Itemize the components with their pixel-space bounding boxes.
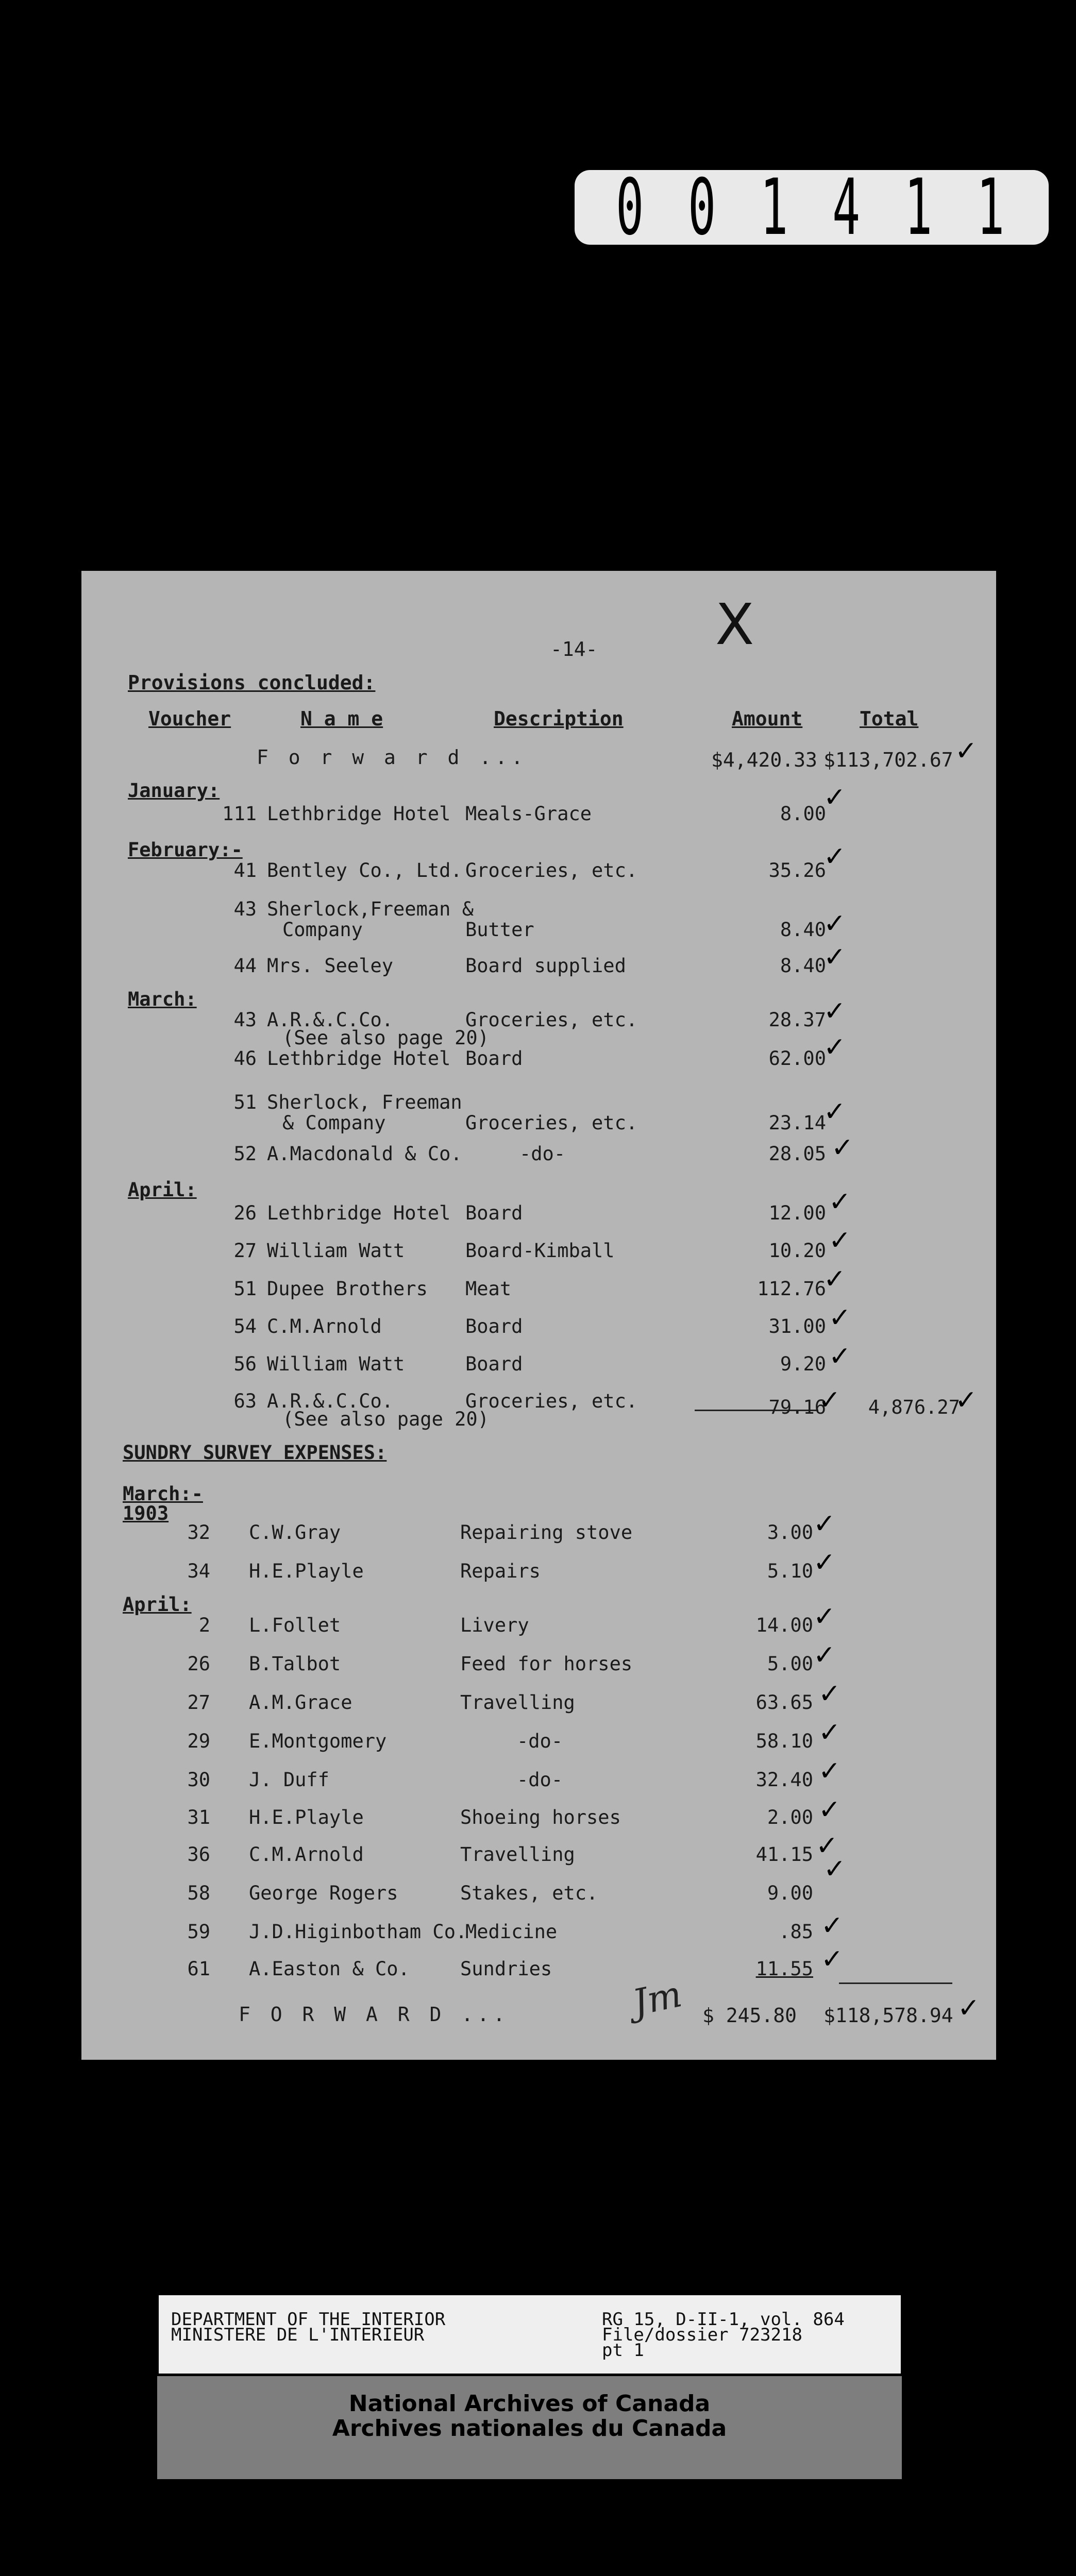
check-mark-icon: ✓ (813, 1547, 836, 1578)
payee-name: Dupee Brothers (267, 1278, 428, 1300)
payee-name-continued: Company (282, 919, 363, 941)
amount: 12.00 (768, 1202, 826, 1224)
stamp-digit: 1 (904, 162, 936, 252)
description: Board-Kimball (465, 1240, 615, 1262)
archive-reference-label (159, 2295, 901, 2374)
check-mark-icon: ✓ (823, 841, 846, 872)
file-reference: File/dossier 723218 (602, 2325, 802, 2345)
payee-name: Lethbridge Hotel (267, 1202, 451, 1224)
description: Butter (465, 919, 534, 941)
payee-name: C.W.Gray (249, 1521, 341, 1544)
voucher-number: 31 (187, 1806, 210, 1828)
amount: 58.10 (755, 1730, 813, 1752)
column-header-amount: Amount (732, 707, 803, 730)
payee-name: C.M.Arnold (249, 1843, 364, 1866)
payee-name-continued: & Company (282, 1112, 386, 1134)
year-heading: 1903 (123, 1502, 169, 1524)
amount: 62.00 (768, 1047, 826, 1070)
voucher-number: 56 (233, 1353, 257, 1375)
handwritten-x-mark: X (715, 591, 754, 657)
amount: 10.20 (768, 1240, 826, 1262)
voucher-number: 27 (233, 1240, 257, 1262)
amount: 28.37 (768, 1009, 826, 1031)
voucher-number: 63 (233, 1390, 257, 1412)
voucher-number: 52 (233, 1143, 257, 1165)
amount: .85 (779, 1921, 813, 1943)
payee-name-note: (See also page 20) (282, 1408, 489, 1430)
ledger-row (81, 803, 996, 849)
check-mark-icon: ✓ (823, 908, 846, 939)
description: Livery (460, 1614, 529, 1636)
department-name-fr: MINISTERE DE L'INTERIEUR (171, 2325, 425, 2345)
payee-name: H.E.Playle (249, 1806, 364, 1828)
amount: 79.16 (768, 1396, 826, 1418)
stamp-digit: 4 (832, 162, 864, 252)
voucher-number: 26 (187, 1653, 210, 1675)
month-heading: January: (128, 779, 220, 802)
check-mark-icon: ✓ (823, 1096, 846, 1127)
voucher-number: 61 (187, 1958, 210, 1980)
voucher-number: 44 (233, 955, 257, 977)
archive-footer-bar (157, 2376, 902, 2479)
forward-label: F o r w a r d ... (257, 746, 527, 769)
month-heading: April: (128, 1179, 197, 1201)
payee-name: J.D.Higinbotham Co. (249, 1921, 467, 1943)
amount: 3.00 (767, 1521, 813, 1544)
month-heading: March: (128, 988, 197, 1010)
payee-name: William Watt (267, 1240, 405, 1262)
description: Board (465, 1202, 523, 1224)
voucher-number: 58 (187, 1882, 210, 1904)
payee-name: A.Macdonald & Co. (267, 1143, 462, 1165)
voucher-number: 59 (187, 1921, 210, 1943)
stamp-digit: 0 (687, 162, 719, 252)
payee-name: E.Montgomery (249, 1730, 387, 1752)
payee-name: H.E.Playle (249, 1560, 364, 1582)
voucher-number: 43 (233, 898, 257, 920)
department-name-en: DEPARTMENT OF THE INTERIOR (171, 2309, 446, 2330)
check-mark-icon: ✓ (831, 1132, 854, 1163)
check-mark-icon: ✓ (829, 1341, 851, 1372)
check-mark-icon: ✓ (818, 1385, 841, 1416)
amount: 35.26 (768, 859, 826, 882)
ledger-row (81, 1143, 996, 1189)
check-mark-icon: ✓ (829, 1187, 851, 1217)
payee-name: Sherlock,Freeman & (267, 898, 474, 920)
check-mark-icon: ✓ (823, 996, 846, 1027)
stamp-digit: 1 (760, 162, 792, 252)
amount: 28.05 (768, 1143, 826, 1165)
description: -do- (517, 1730, 563, 1752)
amount: 41.15 (755, 1843, 813, 1866)
check-mark-icon: ✓ (818, 1717, 841, 1748)
voucher-number: 43 (233, 1009, 257, 1031)
ledger-row (81, 1047, 996, 1094)
check-mark-icon: ✓ (955, 1385, 978, 1416)
check-mark-icon: ✓ (823, 1032, 846, 1063)
description: Repairs (460, 1560, 541, 1582)
description: Travelling (460, 1843, 575, 1866)
description: -do- (517, 1769, 563, 1791)
payee-name-note: (See also page 20) (282, 1027, 489, 1049)
amount: 8.40 (780, 955, 826, 977)
amount: 8.40 (780, 919, 826, 941)
description: Groceries, etc. (465, 1009, 638, 1031)
payee-name: C.M.Arnold (267, 1315, 382, 1337)
ledger-row (81, 1390, 996, 1436)
payee-name: Lethbridge Hotel (267, 1047, 451, 1070)
payee-name: A.R.&.C.Co. (267, 1390, 394, 1412)
description: Feed for horses (460, 1653, 633, 1675)
check-mark-icon: ✓ (821, 1944, 844, 1975)
voucher-number: 111 (222, 803, 257, 825)
archive-name-en: National Archives of Canada (348, 2391, 711, 2417)
payee-name: William Watt (267, 1353, 405, 1375)
voucher-number: 51 (233, 1278, 257, 1300)
amount: 5.10 (767, 1560, 813, 1582)
check-mark-icon: ✓ (818, 1794, 841, 1825)
voucher-number: 30 (187, 1769, 210, 1791)
amount: 112.76 (757, 1278, 826, 1300)
month-heading: March:- (123, 1483, 203, 1505)
check-mark-icon: ✓ (813, 1509, 836, 1539)
voucher-number: 29 (187, 1730, 210, 1752)
description: Meals-Grace (465, 803, 592, 825)
description: Stakes, etc. (460, 1882, 598, 1904)
amount: 63.65 (755, 1691, 813, 1714)
payee-name: B.Talbot (249, 1653, 341, 1675)
voucher-number: 41 (233, 859, 257, 882)
voucher-number: 27 (187, 1691, 210, 1714)
check-mark-icon: ✓ (818, 1679, 841, 1709)
check-mark-icon: ✓ (955, 736, 978, 767)
ledger-row (81, 1560, 996, 1606)
check-mark-icon: ✓ (823, 1854, 846, 1885)
description: Groceries, etc. (465, 1112, 638, 1134)
description: Sundries (460, 1958, 552, 1980)
forward-bottom-label: F O R W A R D ... (239, 2003, 509, 2026)
payee-name: J. Duff (249, 1769, 329, 1791)
check-mark-icon: ✓ (818, 1756, 841, 1787)
description: Repairing stove (460, 1521, 633, 1544)
check-mark-icon: ✓ (821, 1910, 844, 1941)
forward-bottom-total: $118,578.94 (823, 2004, 953, 2027)
amount: 8.00 (780, 803, 826, 825)
payee-name: A.Easton & Co. (249, 1958, 410, 1980)
ledger-row (81, 955, 996, 1001)
document-number-stamp (575, 162, 1049, 252)
description: -do- (519, 1143, 566, 1165)
voucher-number: 36 (187, 1843, 210, 1866)
description: Board (465, 1047, 523, 1070)
total-rule (839, 1982, 952, 1984)
payee-name: L.Follet (249, 1614, 341, 1636)
voucher-number: 26 (233, 1202, 257, 1224)
section-title: Provisions concluded: (128, 671, 376, 694)
description: Groceries, etc. (465, 1390, 638, 1412)
check-mark-icon: ✓ (813, 1601, 836, 1632)
voucher-number: 54 (233, 1315, 257, 1337)
forward-total: $113,702.67 (823, 749, 953, 771)
amount: 9.00 (767, 1882, 813, 1904)
voucher-number: 51 (233, 1091, 257, 1113)
check-mark-icon: ✓ (957, 1993, 980, 2024)
description: Board supplied (465, 955, 626, 977)
amount: 5.00 (767, 1653, 813, 1675)
voucher-number: 2 (198, 1614, 210, 1636)
section-title-sundry: SUNDRY SURVEY EXPENSES: (123, 1442, 387, 1464)
month-heading: April: (123, 1594, 192, 1616)
archive-name-fr: Archives nationales du Canada (332, 2415, 727, 2442)
description: Medicine (465, 1921, 558, 1943)
description: Meat (465, 1278, 512, 1300)
check-mark-icon: ✓ (829, 1302, 851, 1333)
ledger-row (81, 898, 996, 944)
check-mark-icon: ✓ (823, 942, 846, 973)
amount: 11.55 (755, 1958, 813, 1980)
payee-name: A.R.&.C.Co. (267, 1009, 394, 1031)
amount: 9.20 (780, 1353, 826, 1375)
check-mark-icon: ✓ (816, 1831, 838, 1861)
column-header-name: N a m e (300, 707, 383, 730)
payee-name: Sherlock, Freeman (267, 1091, 462, 1113)
month-heading: February:- (128, 839, 243, 861)
ledger-row (81, 1091, 996, 1138)
handwritten-initials: Jm (629, 1973, 685, 2024)
amount: 32.40 (755, 1769, 813, 1791)
description: Board (465, 1353, 523, 1375)
page-number: -14- (550, 638, 598, 660)
payee-name: Mrs. Seeley (267, 955, 394, 977)
description: Groceries, etc. (465, 859, 638, 882)
description: Travelling (460, 1691, 575, 1714)
ledger-page (81, 571, 996, 2060)
check-mark-icon: ✓ (823, 1264, 846, 1295)
description: Shoeing horses (460, 1806, 621, 1828)
column-header-voucher: Voucher (148, 707, 231, 730)
amount: 14.00 (755, 1614, 813, 1636)
payee-name: A.M.Grace (249, 1691, 352, 1714)
section-total: 4,876.27 (868, 1396, 960, 1418)
stamp-digit: 0 (615, 162, 647, 252)
amount: 2.00 (767, 1806, 813, 1828)
voucher-number: 46 (233, 1047, 257, 1070)
column-header-total: Total (860, 707, 919, 730)
ledger-row (81, 1958, 996, 2004)
check-mark-icon: ✓ (829, 1225, 851, 1256)
voucher-number: 34 (187, 1560, 210, 1582)
amount: 23.14 (768, 1112, 826, 1134)
payee-name: Bentley Co., Ltd. (267, 859, 462, 882)
stamp-digit: 1 (976, 162, 1008, 252)
check-mark-icon: ✓ (813, 1640, 836, 1671)
payee-name: Lethbridge Hotel (267, 803, 451, 825)
amount: 31.00 (768, 1315, 826, 1337)
record-group-reference: RG 15, D-II-1, vol. 864 (602, 2309, 845, 2330)
description: Board (465, 1315, 523, 1337)
check-mark-icon: ✓ (823, 782, 846, 813)
forward-bottom-amount: $ 245.80 (702, 2004, 797, 2027)
part-reference: pt 1 (602, 2340, 644, 2361)
forward-amount: $4,420.33 (711, 749, 817, 771)
payee-name: George Rogers (249, 1882, 398, 1904)
column-header-description: Description (494, 707, 624, 730)
voucher-number: 32 (187, 1521, 210, 1544)
